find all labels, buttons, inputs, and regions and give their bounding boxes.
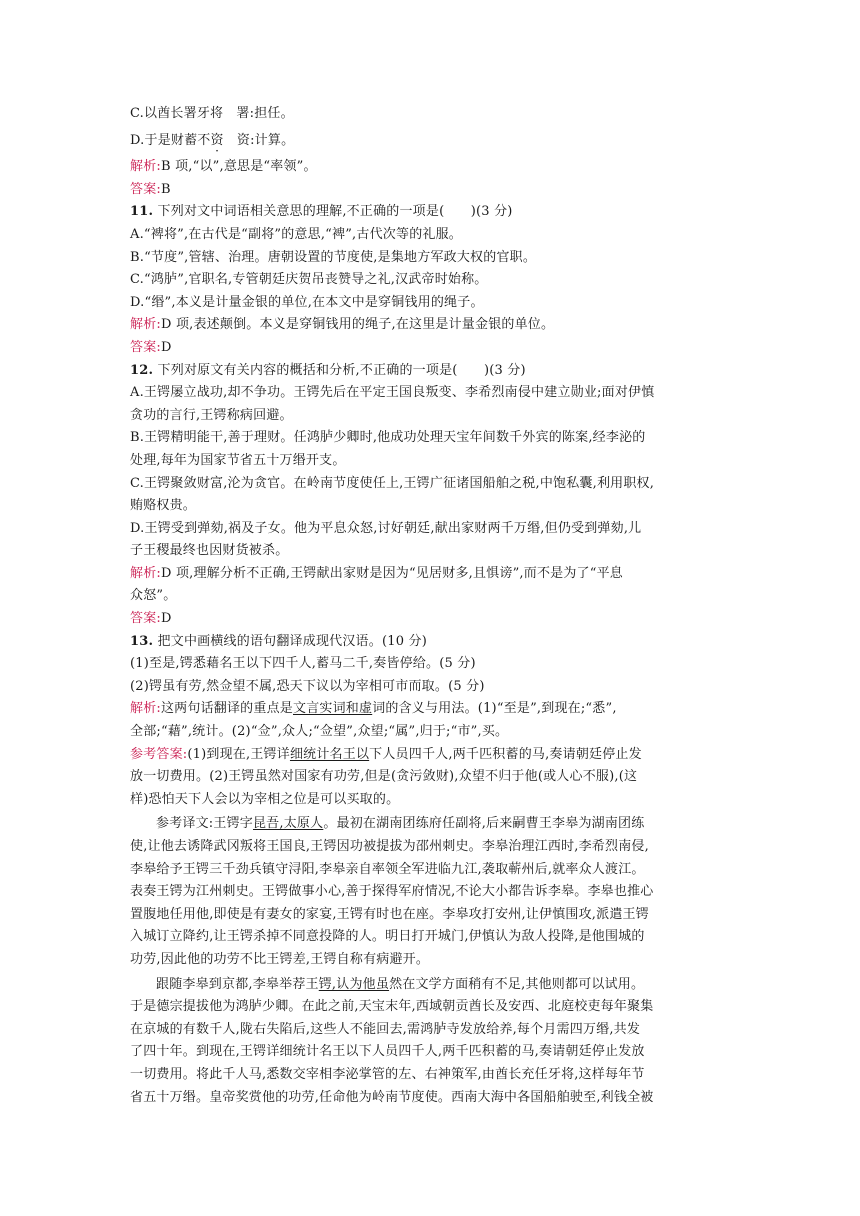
translation-line5: 置腹地任用他,即使是有妻女的家宴,王锷有时也在座。李皋攻打安州,让伊慎围攻,派遣王锷 <box>130 906 649 922</box>
answer-value: B <box>160 181 171 197</box>
q13-sentence-2: (2)锷虽有劳,然佥望不属,恐天下议以为宰相可市而取。(5 分) <box>130 678 485 694</box>
q13-sentence-1: (1)至是,锷悉藉名王以下四千人,蓄马二千,奏皆停给。(5 分) <box>130 656 476 672</box>
underlined-text: 文言实词和虚 <box>293 701 373 717</box>
q12-analysis-line2: 众怒”。 <box>130 588 177 604</box>
option-d-post: 资:计算。 <box>223 132 295 148</box>
analysis-label: 解析: <box>130 317 161 333</box>
q11-answer <box>130 337 740 360</box>
underlined-text: 昆吾,太原人 <box>252 816 324 832</box>
translation-line9: 于是德宗提拔他为鸿胪少卿。在此之前,天宝末年,西域朝贡酋长及安西、北庭校吏每年聚集 <box>130 999 654 1015</box>
translation-line4: 表奏王锷为江州刺史。王锷做事小心,善于探得军府情况,不论大小都告诉李皋。李皋也推心 <box>130 884 654 900</box>
analysis-label: 解析: <box>130 701 161 717</box>
analysis-text: D 项,表述颠倒。本义是穿铜钱用的绳子,在这里是计量金银的单位。 <box>160 317 555 333</box>
q12-option-d-line1: D.王锷受到弹劾,祸及子女。他为平息众怒,讨好朝廷,献出家财两千万缗,但仍受到弹劾,儿 <box>130 520 642 536</box>
emphasis-dot-char: 资 <box>210 132 224 148</box>
document-page <box>130 103 740 1109</box>
question-number: 12. <box>130 362 154 378</box>
underlined-text: 锷,认为他虽 <box>318 976 390 992</box>
translation-text-pre: 跟随李皋到京都,李皋举荐王 <box>156 976 319 992</box>
translation-line2: 使,让他去诱降武冈叛将王国良,王锷因功被提拔为邵州刺史。李皋治理江西时,李希烈南侵, <box>130 839 649 854</box>
q10-answer <box>130 179 740 202</box>
answer-label: 答案: <box>130 339 161 355</box>
q13-stem <box>130 631 740 654</box>
translation-line7: 功劳,因此他的功劳不比王锷差,王锷自称有病避开。 <box>130 951 430 967</box>
analysis-text: B 项,“以”,意思是“率领”。 <box>160 159 317 175</box>
underlined-text: 细统计名王以 <box>289 746 370 762</box>
question-text: 把文中画横线的语句翻译成现代汉语。(10 分) <box>153 633 427 649</box>
q12-analysis-line1 <box>130 563 740 586</box>
analysis-text-pre: 这两句话翻译的重点是 <box>160 701 293 717</box>
translation-line8 <box>130 974 740 997</box>
question-number: 11. <box>130 204 154 220</box>
answer-value: D <box>160 339 172 355</box>
q11-option-d: D.“缗”,本义是计量金银的单位,在本文中是穿铜钱用的绳子。 <box>130 294 484 310</box>
reference-text-post: 下人员四千人,两千匹积蓄的马,奏请朝廷停止发 <box>369 746 642 762</box>
translation-text-post: 。最初在湖南团练府任副将,后来嗣曹王李皋为湖南团练 <box>323 816 645 832</box>
q13-reference-line3: 样)恐怕天下人会以为宰相之位是可以买取的。 <box>130 791 400 807</box>
translation-line3: 李皋给予王锷三千劲兵镇守浔阳,李皋亲自率领全军进临九江,袭取蕲州后,就率众人渡江。 <box>130 861 645 877</box>
q12-option-c-line2: 贿赂权贵。 <box>130 498 197 514</box>
q11-analysis <box>130 314 740 337</box>
question-text: 下列对原文有关内容的概括和分析,不正确的一项是( )(3 分) <box>153 362 526 378</box>
analysis-text: D 项,理解分析不正确,王锷献出家财是因为“见居财多,且惧谤”,而不是为了“平息 <box>160 565 624 581</box>
q13-analysis-line1 <box>130 698 740 721</box>
q13-reference-line1 <box>130 744 740 767</box>
question-text: 下列对文中词语相关意思的理解,不正确的一项是( )(3 分) <box>153 204 513 220</box>
q12-option-b-line1: B.王锷精明能干,善于理财。任鸿胪少卿时,他成功处理天宝年间数千外宾的陈案,经李泌的 <box>130 430 646 446</box>
translation-line13: 省五十万缗。皇帝奖赏他的功劳,任命他为岭南节度使。西南大海中各国船舶驶至,利钱全被 <box>130 1089 654 1105</box>
translation-text-pre: 参考译文:王锷字 <box>156 816 253 832</box>
q11-option-a: A.“裨将”,在古代是“副将”的意思,“裨”,古代次等的礼服。 <box>130 226 462 242</box>
q12-option-b-line2: 处理,每年为国家节省五十万缗开支。 <box>130 452 346 468</box>
translation-line1 <box>130 813 740 836</box>
translation-text-post: 然在文学方面稍有不足,其他则都可以试用。 <box>389 976 645 992</box>
option-d <box>130 130 740 153</box>
question-number: 13. <box>130 633 154 649</box>
answer-label: 答案: <box>130 181 161 197</box>
q12-answer <box>130 608 740 631</box>
q12-option-a-line1: A.王锷屡立战功,却不争功。王锷先后在平定王国良叛变、李希烈南侵中建立勋业;面对伊慎 <box>130 385 655 401</box>
translation-line11: 了四十年。到现在,王锷详细统计名王以下人员四千人,两千匹积蓄的马,奏请朝廷停止发放 <box>130 1044 645 1060</box>
answer-label: 答案: <box>130 611 161 627</box>
q11-stem <box>130 201 740 224</box>
q13-reference-line2: 放一切费用。(2)王锷虽然对国家有功劳,但是(贪污敛财),众望不归于他(或人心不服),(这 <box>130 769 638 785</box>
q12-option-c-line1: C.王锷聚敛财富,沦为贪官。在岭南节度使任上,王锷广征诸国船舶之税,中饱私囊,利用职权, <box>130 475 655 491</box>
q11-option-c: C.“鸿胪”,官职名,专管朝廷庆贺吊丧赞导之礼,汉武帝时始称。 <box>130 272 488 288</box>
q13-analysis-line2: 全部;“藉”,统计。(2)“佥”,众人;“佥望”,众望;“属”,归于;“市”,买。 <box>130 724 509 740</box>
analysis-text-post: 词的含义与用法。(1)“至是”,到现在;“悉”, <box>372 701 617 717</box>
q11-option-b: B.“节度”,管辖、治理。唐朝设置的节度使,是集地方军政大权的官职。 <box>130 249 537 265</box>
translation-line6: 入城订立降约,让王锷杀掉不同意投降的人。明日打开城门,伊慎认为敌人投降,是他围城的 <box>130 929 645 945</box>
reference-answer-label: 参考答案: <box>130 746 188 762</box>
option-d-pre: D.于是财蓄不 <box>130 132 211 148</box>
analysis-label: 解析: <box>130 159 161 175</box>
translation-line12: 一切费用。将此千人马,悉数交宰相李泌掌管的左、右神策军,由酋长充任牙将,这样每年节 <box>130 1066 645 1082</box>
q10-analysis <box>130 156 740 179</box>
answer-value: D <box>160 611 172 627</box>
q12-stem <box>130 360 740 383</box>
reference-text-pre: (1)到现在,王锷详 <box>187 746 290 762</box>
option-c: C.以酋长署牙将 署:担任。 <box>130 106 294 121</box>
analysis-label: 解析: <box>130 565 161 581</box>
q12-option-d-line2: 子王稷最终也因财货被杀。 <box>130 543 289 559</box>
q12-option-a-line2: 贪功的言行,王锷称病回避。 <box>130 407 293 423</box>
translation-line10: 在京城的有数千人,陇右失陷后,这些人不能回去,需鸿胪寺发放给养,每个月需四万缗,共发 <box>130 1021 641 1037</box>
